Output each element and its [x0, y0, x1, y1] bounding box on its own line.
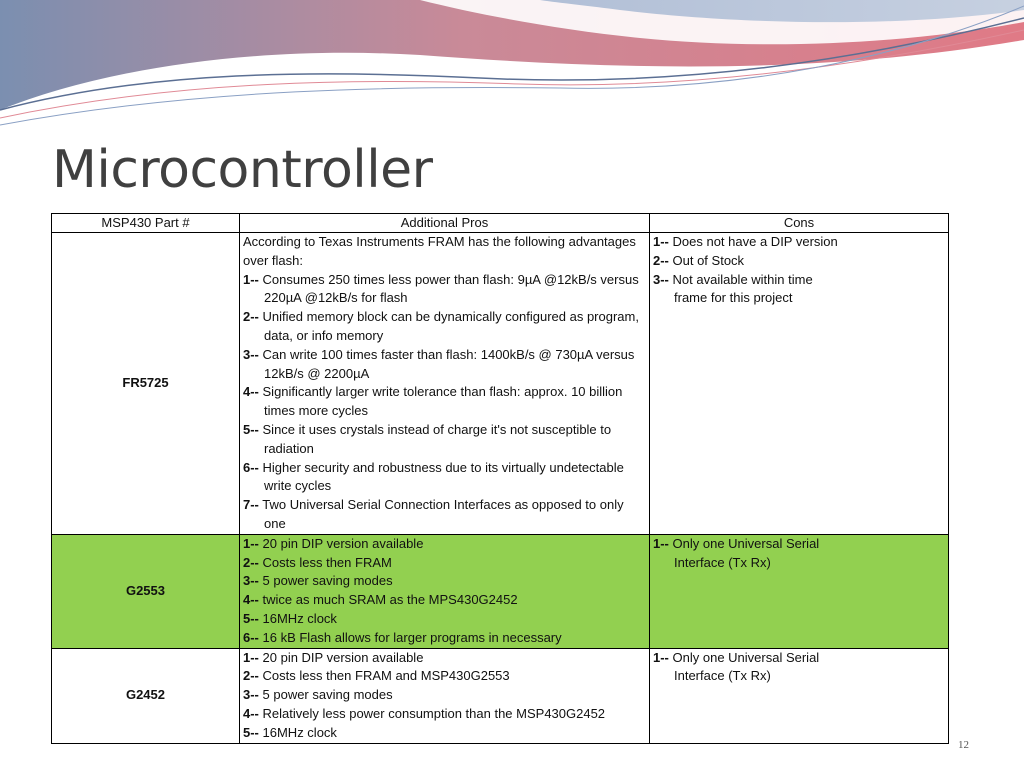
table-row [52, 648, 949, 743]
pros-cell [240, 233, 650, 535]
pro-item: 5-- Since it uses crystals instead of charge it's not susceptible to radiation [243, 421, 612, 456]
pro-item: 7-- Two Universal Serial Connection Interfaces as opposed to only one [243, 497, 624, 531]
comparison-table [51, 213, 949, 744]
pro-item: 4-- Significantly larger write tolerance than flash: approx. 10 billion times more cycles [243, 384, 623, 419]
pro-item: 3-- 5 power saving modes [243, 573, 393, 589]
pro-item: 3-- 5 power saving modes [243, 687, 393, 703]
con-item: 2-- Out of Stock [653, 252, 745, 268]
pro-item: 1-- 20 pin DIP version available [243, 649, 424, 665]
pros-cell [240, 534, 650, 648]
cons-cell [650, 233, 949, 535]
part-cell: FR5725 [52, 233, 240, 535]
pro-item: 3-- Can write 100 times faster than flash: 1400kB/s @ 730µA versus 12kB/s @ 2200µA [243, 346, 635, 381]
con-item: 1-- Only one Universal Serial Interface (Tx Rx) [653, 649, 820, 684]
table-row [52, 233, 949, 535]
pro-item: 5-- 16MHz clock [243, 610, 337, 626]
pro-item: 2-- Costs less then FRAM [243, 554, 392, 570]
header-cons: Cons [650, 214, 949, 233]
pros-cell [240, 648, 650, 743]
pro-item: 2-- Costs less then FRAM and MSP430G2553 [243, 668, 510, 684]
header-pros: Additional Pros [240, 214, 650, 233]
slide-title: Microcontroller [52, 140, 433, 200]
pros-intro: According to Texas Instruments FRAM has the following advantages over flash: [243, 234, 636, 268]
header-row [52, 214, 949, 233]
pro-item: 1-- Consumes 250 times less power than flash: 9µA @12kB/s versus 220µA @12kB/s for flash [243, 271, 639, 306]
pro-item: 2-- Unified memory block can be dynamically configured as program, data, or info memory [243, 309, 639, 343]
pro-item: 1-- 20 pin DIP version available [243, 535, 424, 551]
part-cell: G2452 [52, 648, 240, 743]
part-cell: G2553 [52, 534, 240, 648]
table-row-highlighted [52, 534, 949, 648]
header-wave-banner [0, 0, 1024, 130]
con-item: 1-- Only one Universal Serial Interface (Tx Rx) [653, 535, 820, 570]
cons-cell [650, 534, 949, 648]
pro-item: 6-- 16 kB Flash allows for larger programs in necessary [243, 629, 562, 645]
cons-cell [650, 648, 949, 743]
pro-item: 4-- twice as much SRAM as the MPS430G2452 [243, 592, 518, 608]
con-item: 3-- Not available within time frame for this project [653, 271, 813, 306]
pro-item: 4-- Relatively less power consumption than the MSP430G2452 [243, 705, 606, 721]
pro-item: 5-- 16MHz clock [243, 724, 337, 740]
slide-number: 12 [958, 739, 969, 751]
con-item: 1-- Does not have a DIP version [653, 234, 838, 249]
pro-item: 6-- Higher security and robustness due to its virtually undetectable write cycles [243, 459, 624, 494]
header-part: MSP430 Part # [52, 214, 240, 233]
